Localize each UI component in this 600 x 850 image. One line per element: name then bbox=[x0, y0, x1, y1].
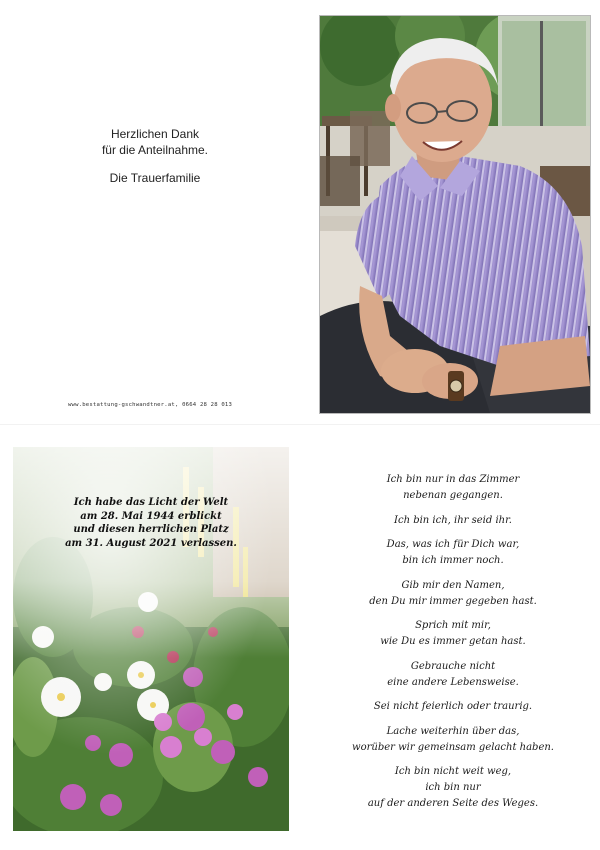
thanks-line-1: Herzlichen Dank bbox=[110, 127, 200, 141]
poem-line: worüber wir gemeinsam gelacht haben. bbox=[352, 741, 554, 753]
poem bbox=[330, 472, 576, 821]
poem-stanza bbox=[330, 724, 576, 756]
poem-line: Sei nicht feierlich oder traurig. bbox=[373, 701, 533, 712]
poem-line: Lache weiterhin über das, bbox=[386, 725, 520, 737]
poem-line: Sprich mit mir, bbox=[415, 620, 491, 631]
poem-line: den Du mir immer gegeben hast. bbox=[369, 595, 537, 607]
poem-line: auf der anderen Seite des Weges. bbox=[367, 798, 539, 809]
life-line-2: am 28. Mai 1944 erblickt bbox=[80, 510, 222, 522]
poem-stanza bbox=[330, 513, 576, 529]
poem-line: Gib mir den Namen, bbox=[401, 579, 505, 591]
poem-line: nebenan gegangen. bbox=[403, 490, 503, 501]
poem-stanza bbox=[330, 618, 576, 650]
poem-line: Ich bin ich, ihr seid ihr. bbox=[394, 514, 512, 526]
poem-line: Gebrauche nicht bbox=[410, 660, 496, 672]
life-dates-text bbox=[40, 496, 262, 550]
thanks-family: Die Trauerfamilie bbox=[109, 171, 201, 185]
fold-divider bbox=[0, 424, 600, 425]
portrait-photo bbox=[319, 15, 591, 414]
poem-stanza bbox=[330, 659, 576, 691]
poem-line: Das, was ich für Dich war, bbox=[386, 539, 520, 550]
thanks-block bbox=[60, 126, 250, 186]
poem-line: Ich bin nicht weit weg, bbox=[394, 766, 512, 777]
poem-stanza bbox=[330, 472, 576, 504]
poem-stanza bbox=[330, 699, 576, 715]
life-line-1: Ich habe das Licht der Welt bbox=[73, 497, 229, 508]
funeral-home-contact: www.bestattung-gschwandtner.at, 0664 28 28 013 bbox=[67, 402, 233, 408]
poem-line: eine andere Lebensweise. bbox=[387, 676, 519, 688]
poem-line: bin ich immer noch. bbox=[402, 555, 504, 566]
life-line-4: am 31. August 2021 verlassen. bbox=[65, 537, 237, 549]
poem-line: Ich bin nur in das Zimmer bbox=[386, 474, 520, 485]
poem-line: wie Du es immer getan hast. bbox=[380, 636, 526, 647]
poem-line: ich bin nur bbox=[425, 782, 481, 793]
poem-stanza bbox=[330, 578, 576, 610]
thanks-line-2: für die Anteilnahme. bbox=[101, 143, 209, 157]
poem-stanza bbox=[330, 537, 576, 569]
life-line-3: und diesen herrlichen Platz bbox=[73, 524, 229, 535]
poem-stanza bbox=[330, 764, 576, 812]
